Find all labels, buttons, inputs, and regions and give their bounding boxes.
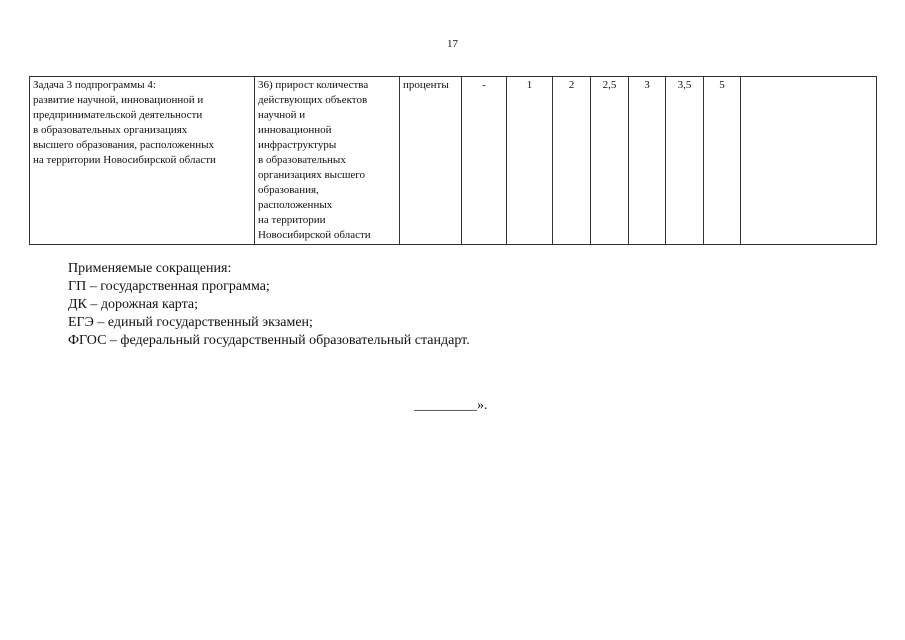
indicator-line: расположенных <box>258 199 333 211</box>
page-number: 17 <box>447 38 458 50</box>
task-line: Задача 3 подпрограммы 4: <box>33 79 156 91</box>
task-line: предпринимательской деятельности <box>33 109 203 121</box>
task-line: развитие научной, инновационной и <box>33 94 204 106</box>
task-cell <box>30 77 255 245</box>
indicator-line: научной и <box>258 109 306 121</box>
value-cell: 5 <box>704 77 741 245</box>
indicator-line: 36) прирост количества <box>258 79 369 91</box>
abbreviation-item: ГП – государственная программа; <box>68 279 270 294</box>
indicator-line: на территории <box>258 214 326 226</box>
indicator-line: в образовательных <box>258 154 346 166</box>
indicator-line: организациях высшего <box>258 169 366 181</box>
indicator-cell <box>255 77 400 245</box>
unit-cell: проценты <box>400 77 462 245</box>
note-cell <box>741 77 877 245</box>
task-line: на территории Новосибирской области <box>33 154 216 166</box>
indicator-line: образования, <box>258 184 319 196</box>
indicator-line: действующих объектов <box>258 94 368 106</box>
value-cell: 3 <box>629 77 666 245</box>
value-cell: 1 <box>507 77 553 245</box>
abbreviation-item: ФГОС – федеральный государственный образовательный стандарт. <box>68 333 470 348</box>
abbreviation-item: ЕГЭ – единый государственный экзамен; <box>68 315 313 330</box>
abbreviation-item: ДК – дорожная карта; <box>68 297 198 312</box>
value-cell: 2 <box>553 77 591 245</box>
abbreviations-heading: Применяемые сокращения: <box>68 261 232 276</box>
table-row <box>30 77 877 245</box>
task-line: высшего образования, расположенных <box>33 139 215 151</box>
indicator-line: инновационной <box>258 124 332 136</box>
abbreviations <box>68 260 470 350</box>
value-cell: 2,5 <box>591 77 629 245</box>
indicator-line: Новосибирской области <box>258 229 371 241</box>
indicators-table <box>29 76 877 245</box>
closing-mark: _________». <box>414 398 488 413</box>
indicator-line: инфраструктуры <box>258 139 337 151</box>
value-cell: - <box>462 77 507 245</box>
value-cell: 3,5 <box>666 77 704 245</box>
task-line: в образовательных организациях <box>33 124 188 136</box>
